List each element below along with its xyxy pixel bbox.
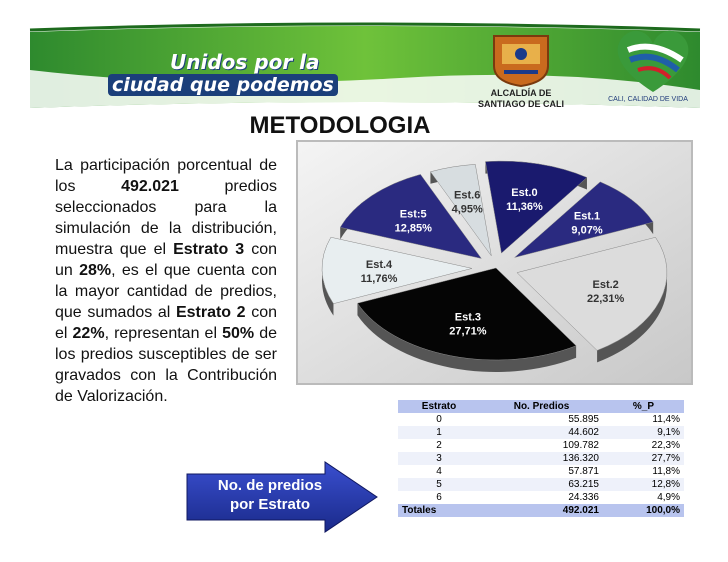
pie-slice-label: Est.4 (365, 258, 393, 271)
page-title: METODOLOGIA (249, 112, 431, 139)
table-cell: 0 (436, 414, 442, 425)
table-cell: 4,9% (657, 492, 680, 503)
coat-of-arms-icon (490, 32, 552, 88)
table-cell: 63.215 (568, 479, 599, 490)
description-paragraph (55, 155, 277, 407)
table-cell: 136.320 (562, 453, 599, 464)
para-text-7: de los predios susceptibles de ser gravados con la Contribución de Valorización. (55, 325, 277, 405)
total-cell: 100,0% (646, 505, 680, 516)
para-text-1: La participación porcentual de los (55, 157, 277, 195)
para-text-6: , representan el (104, 325, 223, 342)
table-cell: 27,7% (651, 453, 680, 464)
table-cell: 9,1% (657, 427, 680, 438)
table-cell: 5 (436, 479, 442, 490)
table-cell: 6 (436, 492, 442, 503)
para-text-5: con el (55, 304, 278, 342)
para-bold-28: 28% (79, 262, 112, 279)
table-cell: 55.895 (568, 414, 599, 425)
pie-slice-label: Est.0 (511, 186, 538, 199)
pie-slice-label: Est.3 (454, 311, 482, 324)
pie-slice-value-label: 4,95% (451, 203, 483, 216)
table-row (398, 439, 684, 452)
table-cell: 3 (436, 453, 442, 464)
estrato-table (398, 400, 684, 517)
pie-slice-label: Est.6 (454, 189, 481, 202)
pie-slice-label: Est.1 (573, 210, 601, 223)
pie-slice-value-label: 9,07% (571, 224, 603, 237)
pie-slice-value-label: 12,85% (394, 222, 432, 235)
para-text-4: , es el que cuenta con la mayor cantidad de predios, que sumados al (55, 262, 277, 321)
total-cell: Totales (402, 505, 437, 516)
table-row (398, 478, 684, 491)
pie-slice-value-label: 22,31% (586, 292, 625, 305)
pie-chart (296, 140, 693, 385)
arrow-label-line1: No. de predios (217, 477, 323, 494)
table-cell: 24.336 (568, 492, 599, 503)
para-bold-estrato3: Estrato 3 (173, 241, 245, 258)
pie-slice-value-label: 11,36% (506, 200, 543, 213)
table-row (398, 426, 684, 439)
table-row (398, 465, 684, 478)
table-row (398, 491, 684, 504)
table-cell: 12,8% (651, 479, 680, 490)
table-cell: 109.782 (562, 440, 599, 451)
table-header-row (398, 400, 684, 413)
table-cell: 44.602 (568, 427, 599, 438)
slogan-line1: Unidos por la (170, 50, 320, 74)
th-percent: %_P (632, 401, 655, 412)
para-bold-estrato2: Estrato 2 (175, 304, 246, 321)
pie-slice-value-label: 11,76% (360, 272, 398, 285)
slogan-line2: ciudad que podemos (108, 74, 338, 96)
table-total-row (398, 504, 684, 517)
table-cell: 2 (436, 440, 442, 451)
para-bold-total: 492.021 (121, 178, 179, 195)
pie-slice-label: Est.2 (592, 278, 619, 291)
para-text-3: con un (55, 241, 278, 279)
org-line1: ALCALDÍA DE (490, 88, 552, 98)
th-estrato: Estrato (421, 401, 457, 412)
para-bold-22: 22% (72, 325, 105, 342)
table-cell: 11,4% (652, 414, 680, 425)
heart-logo-icon (608, 20, 698, 100)
arrow-label-line2: por Estrato (229, 496, 310, 513)
table-cell: 1 (436, 427, 442, 438)
table-cell: 57.871 (568, 466, 599, 477)
org-line2: SANTIAGO DE CALI (477, 99, 564, 109)
total-cell: 492.021 (562, 505, 599, 516)
table-cell: 4 (436, 466, 442, 477)
pie-slice-value-label: 27,71% (449, 325, 487, 338)
table-cell: 11,8% (652, 466, 680, 477)
para-bold-50: 50% (222, 325, 255, 342)
right-logo-text: CALI, CALIDAD DE VIDA (608, 96, 688, 103)
para-text-2: predios seleccionados para la simulación de la distribución, muestra que el (55, 178, 277, 258)
table-cell: 22,3% (651, 440, 680, 451)
pie-slice-label: Est:5 (399, 208, 427, 221)
table-row (398, 413, 684, 426)
table-row (398, 452, 684, 465)
th-predios: No. Predios (513, 401, 570, 412)
